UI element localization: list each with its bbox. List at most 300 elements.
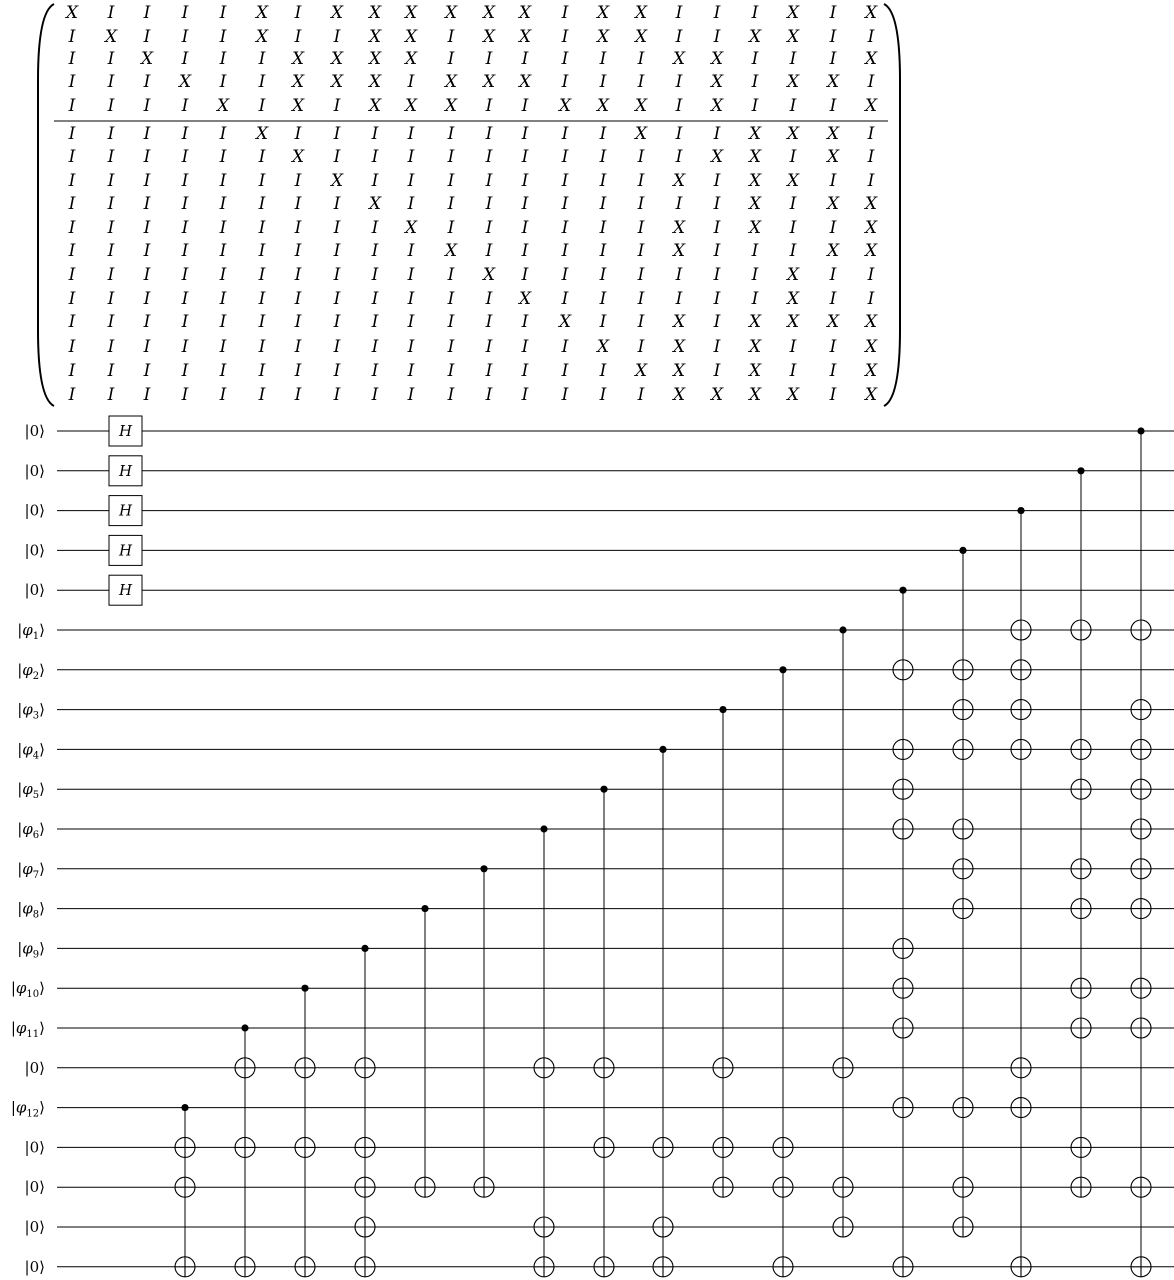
matrix-bottom-cell-r9-c21: X bbox=[864, 337, 878, 357]
matrix-bottom-cell-r5-c4: I bbox=[219, 241, 227, 261]
target-oplus bbox=[1071, 779, 1091, 799]
matrix-bottom-cell-r8-c9: I bbox=[407, 312, 415, 332]
matrix-bottom-cell-r4-c9: X bbox=[404, 218, 418, 238]
matrix-bottom-cell-r0-c6: I bbox=[294, 124, 302, 144]
matrix-bottom-cell-r11-c7: I bbox=[333, 385, 341, 405]
matrix-top-cell-r1-c2: I bbox=[143, 27, 151, 47]
matrix-top-cell-r1-c7: I bbox=[333, 27, 341, 47]
matrix-bottom-cell-r7-c1: I bbox=[107, 289, 115, 309]
matrix-bottom-cell-r11-c0: I bbox=[68, 385, 76, 405]
matrix-bottom-cell-r9-c5: I bbox=[258, 337, 266, 357]
matrix-top-cell-r2-c11: I bbox=[485, 49, 493, 69]
cnot-gate-6 bbox=[534, 825, 554, 1276]
matrix-bottom-cell-r4-c13: I bbox=[561, 218, 569, 238]
target-oplus bbox=[175, 1257, 195, 1277]
matrix-top-cell-r3-c21: I bbox=[867, 72, 875, 92]
matrix-bottom-cell-r8-c18: X bbox=[748, 312, 762, 332]
matrix-top-cell-r2-c9: X bbox=[404, 49, 418, 69]
matrix-bottom-cell-r8-c20: X bbox=[826, 312, 840, 332]
control-dot bbox=[899, 587, 906, 594]
matrix-bottom-cell-r5-c17: I bbox=[713, 241, 721, 261]
matrix-bottom-cell-r7-c18: I bbox=[751, 289, 759, 309]
matrix-top-cell-r3-c13: I bbox=[561, 72, 569, 92]
matrix-top-cell-r2-c19: I bbox=[789, 49, 797, 69]
matrix-bottom-cell-r8-c5: I bbox=[258, 312, 266, 332]
matrix-bottom-cell-r2-c3: I bbox=[181, 171, 189, 191]
matrix-bottom-cell-r11-c15: I bbox=[637, 385, 645, 405]
matrix-bottom-cell-r2-c10: I bbox=[447, 171, 455, 191]
svg-text:H: H bbox=[118, 541, 133, 560]
matrix-bottom-cell-r8-c4: I bbox=[219, 312, 227, 332]
matrix-top-cell-r4-c16: I bbox=[675, 96, 683, 116]
cnot-gate-14 bbox=[1011, 507, 1031, 1277]
target-oplus bbox=[235, 1137, 255, 1157]
matrix-bottom-cell-r11-c18: X bbox=[748, 385, 762, 405]
target-oplus bbox=[773, 1137, 793, 1157]
matrix-bottom-cell-r3-c19: I bbox=[789, 194, 797, 214]
svg-text:H: H bbox=[118, 581, 133, 600]
matrix-bottom-cell-r9-c1: I bbox=[107, 337, 115, 357]
control-dot bbox=[361, 945, 368, 952]
wire-label-10: $|\varphi_6⟩$ bbox=[17, 820, 45, 841]
matrix-bottom-cell-r3-c12: I bbox=[521, 194, 529, 214]
matrix-bottom-cell-r6-c6: I bbox=[294, 265, 302, 285]
matrix-bottom-cell-r3-c15: I bbox=[637, 194, 645, 214]
target-oplus bbox=[1131, 859, 1151, 879]
target-oplus bbox=[1011, 739, 1031, 759]
target-oplus bbox=[953, 660, 973, 680]
matrix-bottom-cell-r8-c8: I bbox=[371, 312, 379, 332]
matrix-top-cell-r1-c8: X bbox=[368, 27, 382, 47]
matrix-bottom-cell-r7-c17: I bbox=[713, 289, 721, 309]
matrix-bottom-cell-r9-c11: I bbox=[485, 337, 493, 357]
matrix-bottom-cell-r1-c9: I bbox=[407, 147, 415, 167]
target-oplus bbox=[953, 700, 973, 720]
control-dot bbox=[421, 905, 428, 912]
matrix-bottom-cell-r3-c5: I bbox=[258, 194, 266, 214]
matrix-top-cell-r1-c4: I bbox=[219, 27, 227, 47]
control-dot bbox=[600, 786, 607, 793]
target-oplus bbox=[295, 1058, 315, 1078]
matrix-bottom-cell-r7-c20: I bbox=[829, 289, 837, 309]
matrix-bottom-cell-r0-c13: I bbox=[561, 124, 569, 144]
matrix-bottom-cell-r2-c8: I bbox=[371, 171, 379, 191]
matrix-top-cell-r2-c2: X bbox=[140, 49, 154, 69]
matrix-top-cell-r2-c8: X bbox=[368, 49, 382, 69]
matrix-bottom-cell-r9-c17: I bbox=[713, 337, 721, 357]
matrix-top-cell-r4-c8: X bbox=[368, 96, 382, 116]
target-oplus bbox=[355, 1177, 375, 1197]
matrix-bottom-cell-r2-c21: I bbox=[867, 171, 875, 191]
matrix-top-cell-r3-c9: I bbox=[407, 72, 415, 92]
matrix-top-cell-r3-c16: I bbox=[675, 72, 683, 92]
hadamard-gate-2 bbox=[109, 496, 142, 526]
matrix-bottom-cell-r5-c18: I bbox=[751, 241, 759, 261]
target-oplus bbox=[1071, 1137, 1091, 1157]
target-oplus bbox=[1011, 700, 1031, 720]
matrix-top-cell-r2-c17: X bbox=[710, 49, 724, 69]
matrix-top-cell-r2-c13: I bbox=[561, 49, 569, 69]
target-oplus bbox=[953, 1217, 973, 1237]
matrix-top-cell-r3-c12: X bbox=[518, 72, 532, 92]
matrix-bottom-cell-r1-c14: I bbox=[599, 147, 607, 167]
matrix-bottom-cell-r4-c10: I bbox=[447, 218, 455, 238]
matrix-bottom-cell-r6-c20: I bbox=[829, 265, 837, 285]
matrix-top-cell-r4-c9: X bbox=[404, 96, 418, 116]
matrix-bottom-cell-r7-c12: X bbox=[518, 289, 532, 309]
wire-label-21: |0⟩ bbox=[24, 1257, 45, 1276]
matrix-top-cell-r2-c10: I bbox=[447, 49, 455, 69]
matrix-bottom-cell-r7-c11: I bbox=[485, 289, 493, 309]
matrix-bottom-cell-r11-c17: X bbox=[710, 385, 724, 405]
wire-label-2: |0⟩ bbox=[24, 501, 45, 520]
matrix-bottom-cell-r3-c17: I bbox=[713, 194, 721, 214]
matrix-bottom-cell-r7-c8: I bbox=[371, 289, 379, 309]
matrix-bottom-cell-r0-c15: X bbox=[634, 124, 648, 144]
target-oplus bbox=[594, 1257, 614, 1277]
matrix-bottom-cell-r4-c19: I bbox=[789, 218, 797, 238]
matrix-top-cell-r1-c14: X bbox=[596, 27, 610, 47]
matrix-top-cell-r3-c18: I bbox=[751, 72, 759, 92]
matrix-top-cell-r0-c8: X bbox=[368, 3, 382, 23]
cnot-gate-8 bbox=[653, 746, 673, 1277]
target-oplus bbox=[1131, 978, 1151, 998]
matrix-bottom-cell-r4-c3: I bbox=[181, 218, 189, 238]
matrix-bottom-cell-r3-c8: X bbox=[368, 194, 382, 214]
matrix-bottom-cell-r2-c20: I bbox=[829, 171, 837, 191]
matrix-bottom-cell-r1-c4: I bbox=[219, 147, 227, 167]
matrix-bottom-cell-r9-c7: I bbox=[333, 337, 341, 357]
matrix-bottom-cell-r4-c18: X bbox=[748, 218, 762, 238]
target-oplus bbox=[1071, 739, 1091, 759]
target-oplus bbox=[953, 859, 973, 879]
matrix-bottom-cell-r3-c7: I bbox=[333, 194, 341, 214]
matrix-bottom-cell-r5-c16: X bbox=[672, 241, 686, 261]
target-oplus bbox=[1011, 1098, 1031, 1118]
matrix-top-cell-r1-c9: X bbox=[404, 27, 418, 47]
target-oplus bbox=[534, 1058, 554, 1078]
matrix-bottom-cell-r9-c3: I bbox=[181, 337, 189, 357]
hadamard-gate-1 bbox=[109, 456, 142, 486]
matrix-bottom-cell-r4-c5: I bbox=[258, 218, 266, 238]
matrix-bottom-cell-r9-c6: I bbox=[294, 337, 302, 357]
matrix-bottom-cell-r3-c20: X bbox=[826, 194, 840, 214]
matrix-bottom-cell-r9-c8: I bbox=[371, 337, 379, 357]
target-oplus bbox=[235, 1257, 255, 1277]
cnot-gate-15 bbox=[1071, 467, 1091, 1197]
matrix-bottom-cell-r1-c15: I bbox=[637, 147, 645, 167]
cnot-gate-1 bbox=[235, 1024, 255, 1276]
matrix-bottom-cell-r8-c16: X bbox=[672, 312, 686, 332]
svg-text:H: H bbox=[118, 422, 133, 440]
cnot-gate-7 bbox=[594, 786, 614, 1277]
matrix-top-cell-r4-c18: I bbox=[751, 96, 759, 116]
matrix-top-cell-r0-c13: I bbox=[561, 3, 569, 23]
matrix-bottom-cell-r2-c13: I bbox=[561, 171, 569, 191]
target-oplus bbox=[175, 1137, 195, 1157]
matrix-top-cell-r1-c12: X bbox=[518, 27, 532, 47]
wire-label-8: $|\varphi_4⟩$ bbox=[17, 740, 45, 762]
target-oplus bbox=[953, 819, 973, 839]
matrix-bottom-cell-r4-c12: I bbox=[521, 218, 529, 238]
matrix-top-cell-r4-c21: X bbox=[864, 96, 878, 116]
matrix-top-cell-r2-c14: I bbox=[599, 49, 607, 69]
matrix-bottom-cell-r0-c4: I bbox=[219, 124, 227, 144]
matrix-bottom-cell-r10-c9: I bbox=[407, 361, 415, 381]
matrix-bottom-cell-r9-c2: I bbox=[143, 337, 151, 357]
control-dot bbox=[241, 1024, 248, 1031]
matrix-top-cell-r0-c5: X bbox=[255, 3, 269, 23]
cnot-gates bbox=[175, 427, 1151, 1276]
matrix-top-cell-r4-c4: X bbox=[216, 96, 230, 116]
matrix-bottom-cell-r0-c9: I bbox=[407, 124, 415, 144]
target-oplus bbox=[594, 1137, 614, 1157]
matrix-bottom-cell-r4-c21: X bbox=[864, 218, 878, 238]
matrix-bottom-cell-r10-c12: I bbox=[521, 361, 529, 381]
matrix-bottom-cell-r7-c6: I bbox=[294, 289, 302, 309]
target-oplus bbox=[713, 1058, 733, 1078]
matrix-bottom-cell-r2-c16: X bbox=[672, 171, 686, 191]
control-dot bbox=[181, 1104, 188, 1111]
matrix-top-cell-r4-c2: I bbox=[143, 96, 151, 116]
target-oplus bbox=[594, 1058, 614, 1078]
target-oplus bbox=[534, 1217, 554, 1237]
matrix-bottom-cell-r3-c14: I bbox=[599, 194, 607, 214]
target-oplus bbox=[1071, 620, 1091, 640]
matrix-top-cell-r1-c18: X bbox=[748, 27, 762, 47]
matrix-top-cell-r3-c3: X bbox=[178, 72, 192, 92]
matrix-bottom-cell-r8-c11: I bbox=[485, 312, 493, 332]
matrix-bottom-cell-r6-c13: I bbox=[561, 265, 569, 285]
matrix-bottom-cell-r7-c21: I bbox=[867, 289, 875, 309]
target-oplus bbox=[355, 1137, 375, 1157]
matrix-bottom-cell-r7-c5: I bbox=[258, 289, 266, 309]
matrix-bottom-cell-r4-c17: I bbox=[713, 218, 721, 238]
target-oplus bbox=[474, 1177, 494, 1197]
matrix-bottom-cell-r10-c3: I bbox=[181, 361, 189, 381]
matrix-bottom-cell-r4-c8: I bbox=[371, 218, 379, 238]
cnot-gate-13 bbox=[953, 547, 973, 1237]
matrix-top-cell-r3-c6: X bbox=[291, 72, 305, 92]
matrix-top-cell-r3-c17: X bbox=[710, 72, 724, 92]
matrix-top-cell-r4-c14: X bbox=[596, 96, 610, 116]
matrix-top-cell-r4-c10: X bbox=[444, 96, 458, 116]
matrix-bottom-cell-r10-c10: I bbox=[447, 361, 455, 381]
matrix-top-cell-r3-c1: I bbox=[107, 72, 115, 92]
matrix-bottom-cell-r2-c18: X bbox=[748, 171, 762, 191]
matrix-bottom-cell-r4-c2: I bbox=[143, 218, 151, 238]
matrix-bottom-cell-r5-c20: X bbox=[826, 241, 840, 261]
matrix-top-cell-r4-c7: I bbox=[333, 96, 341, 116]
matrix-bottom-cell-r0-c1: I bbox=[107, 124, 115, 144]
matrix-bottom-cell-r7-c2: I bbox=[143, 289, 151, 309]
matrix-top-cell-r0-c15: X bbox=[634, 3, 648, 23]
matrix-bottom-cell-r11-c4: I bbox=[219, 385, 227, 405]
matrix-bottom-cell-r3-c9: I bbox=[407, 194, 415, 214]
matrix-bottom-cell-r2-c2: I bbox=[143, 171, 151, 191]
matrix-bottom-cell-r11-c12: I bbox=[521, 385, 529, 405]
target-oplus bbox=[773, 1257, 793, 1277]
target-oplus bbox=[833, 1177, 853, 1197]
target-oplus bbox=[1131, 739, 1151, 759]
target-oplus bbox=[833, 1217, 853, 1237]
matrix-bottom-cell-r1-c6: X bbox=[291, 147, 305, 167]
hadamard-gate-4 bbox=[109, 575, 142, 605]
matrix-bottom-cell-r6-c7: I bbox=[333, 265, 341, 285]
matrix-top-cell-r1-c3: I bbox=[181, 27, 189, 47]
matrix-bottom-cell-r2-c0: I bbox=[68, 171, 76, 191]
matrix-bottom-cell-r7-c16: I bbox=[675, 289, 683, 309]
matrix-bottom-cell-r11-c1: I bbox=[107, 385, 115, 405]
target-oplus bbox=[1011, 1058, 1031, 1078]
control-dot bbox=[839, 626, 846, 633]
matrix-bottom-cell-r0-c8: I bbox=[371, 124, 379, 144]
hadamard-gates bbox=[109, 416, 142, 605]
matrix-top-cell-r4-c11: I bbox=[485, 96, 493, 116]
matrix-bottom-cell-r8-c13: X bbox=[558, 312, 572, 332]
matrix-bottom-cell-r10-c16: X bbox=[672, 361, 686, 381]
matrix-bottom-cell-r10-c18: X bbox=[748, 361, 762, 381]
matrix-top-cell-r3-c19: X bbox=[786, 72, 800, 92]
matrix-bottom-cell-r6-c4: I bbox=[219, 265, 227, 285]
matrix-top-cell-r0-c3: I bbox=[181, 3, 189, 23]
matrix-bottom-cell-r11-c21: X bbox=[864, 385, 878, 405]
matrix-bottom-cell-r11-c3: I bbox=[181, 385, 189, 405]
control-dot bbox=[540, 825, 547, 832]
matrix-top-cell-r3-c14: I bbox=[599, 72, 607, 92]
matrix-bottom-cell-r2-c15: I bbox=[637, 171, 645, 191]
matrix-bottom-cell-r2-c7: X bbox=[330, 171, 344, 191]
wire-label-20: |0⟩ bbox=[24, 1218, 45, 1236]
matrix-bottom-cell-r9-c18: X bbox=[748, 337, 762, 357]
matrix-bottom-cell-r8-c15: I bbox=[637, 312, 645, 332]
wire-label-11: $|\varphi_7⟩$ bbox=[17, 859, 45, 881]
matrix-bottom-cell-r10-c7: I bbox=[333, 361, 341, 381]
matrix-bottom-cell-r0-c2: I bbox=[143, 124, 151, 144]
matrix-top-cell-r1-c15: X bbox=[634, 27, 648, 47]
matrix-bottom-cell-r8-c10: I bbox=[447, 312, 455, 332]
matrix-bottom-cell-r5-c6: I bbox=[294, 241, 302, 261]
matrix-bottom-cell-r7-c14: I bbox=[599, 289, 607, 309]
matrix-top-cell-r0-c21: X bbox=[864, 3, 878, 23]
matrix-top-cell-r1-c5: X bbox=[255, 27, 269, 47]
target-oplus bbox=[953, 739, 973, 759]
target-oplus bbox=[1011, 1257, 1031, 1277]
matrix-bottom-cell-r6-c18: I bbox=[751, 265, 759, 285]
matrix-bottom-cell-r5-c10: X bbox=[444, 241, 458, 261]
matrix-top-cell-r4-c13: X bbox=[558, 96, 572, 116]
target-oplus bbox=[893, 739, 913, 759]
matrix-top-cell-r0-c18: I bbox=[751, 3, 759, 23]
matrix-bottom-cell-r2-c4: I bbox=[219, 171, 227, 191]
target-oplus bbox=[653, 1217, 673, 1237]
matrix-bottom-cell-r6-c12: I bbox=[521, 265, 529, 285]
matrix-bottom-cell-r6-c17: I bbox=[713, 265, 721, 285]
matrix-bottom-cell-r7-c0: I bbox=[68, 289, 76, 309]
matrix-top-cell-r3-c10: X bbox=[444, 72, 458, 92]
matrix-bottom-cell-r3-c18: X bbox=[748, 194, 762, 214]
matrix-bottom-cell-r10-c19: I bbox=[789, 361, 797, 381]
matrix-bottom-cell-r1-c11: I bbox=[485, 147, 493, 167]
matrix-bottom-cell-r1-c18: X bbox=[748, 147, 762, 167]
matrix-bottom-cell-r10-c8: I bbox=[371, 361, 379, 381]
matrix-top-cell-r4-c17: X bbox=[710, 96, 724, 116]
wire-label-16: |0⟩ bbox=[24, 1058, 45, 1077]
matrix-bottom-cell-r8-c2: I bbox=[143, 312, 151, 332]
matrix-bottom-cell-r1-c7: I bbox=[333, 147, 341, 167]
target-oplus bbox=[1071, 1177, 1091, 1197]
control-dot bbox=[1077, 467, 1084, 474]
matrix-bottom-cell-r9-c15: I bbox=[637, 337, 645, 357]
matrix-bottom-cell-r9-c9: I bbox=[407, 337, 415, 357]
matrix-bottom-cell-r11-c11: I bbox=[485, 385, 493, 405]
matrix-bottom-cell-r5-c15: I bbox=[637, 241, 645, 261]
matrix-bottom-cell-r5-c11: I bbox=[485, 241, 493, 261]
matrix-top-cell-r0-c17: I bbox=[713, 3, 721, 23]
matrix-bottom-cell-r1-c12: I bbox=[521, 147, 529, 167]
matrix-top-cell-r0-c14: X bbox=[596, 3, 610, 23]
matrix-bottom-cell-r1-c16: I bbox=[675, 147, 683, 167]
target-oplus bbox=[1131, 1257, 1151, 1277]
svg-text:H: H bbox=[118, 501, 133, 520]
matrix-bottom-cell-r2-c1: I bbox=[107, 171, 115, 191]
wire-labels bbox=[11, 422, 45, 1276]
target-oplus bbox=[534, 1257, 554, 1277]
target-oplus bbox=[953, 899, 973, 919]
matrix-top-cell-r4-c0: I bbox=[68, 96, 76, 116]
wire-label-1: |0⟩ bbox=[24, 461, 45, 480]
target-oplus bbox=[893, 819, 913, 839]
target-oplus bbox=[295, 1257, 315, 1277]
matrix-bottom-cell-r0-c11: I bbox=[485, 124, 493, 144]
matrix-bottom-cell-r6-c21: I bbox=[867, 265, 875, 285]
matrix-bottom-cell-r5-c7: I bbox=[333, 241, 341, 261]
target-oplus bbox=[653, 1257, 673, 1277]
svg-text:H: H bbox=[118, 461, 133, 480]
target-oplus bbox=[893, 1018, 913, 1038]
matrix-bottom-cell-r5-c2: I bbox=[143, 241, 151, 261]
target-oplus bbox=[1131, 620, 1151, 640]
matrix-bottom-cell-r8-c14: I bbox=[599, 312, 607, 332]
wire-label-17: $|\varphi_{12}⟩$ bbox=[10, 1098, 45, 1120]
wire-label-3: |0⟩ bbox=[24, 541, 45, 560]
matrix-bottom-cell-r2-c5: I bbox=[258, 171, 266, 191]
matrix-bottom-cell-r3-c6: I bbox=[294, 194, 302, 214]
matrix-top-cell-r4-c6: X bbox=[291, 96, 305, 116]
matrix-bottom-cell-r0-c12: I bbox=[521, 124, 529, 144]
matrix-bottom-cell-r3-c4: I bbox=[219, 194, 227, 214]
wire-label-14: $|\varphi_{10}⟩$ bbox=[10, 979, 45, 1001]
target-oplus bbox=[713, 1137, 733, 1157]
matrix-top-cell-r4-c20: I bbox=[829, 96, 837, 116]
target-oplus bbox=[953, 1098, 973, 1118]
matrix-bottom-cell-r5-c0: I bbox=[68, 241, 76, 261]
matrix-bottom-cell-r6-c11: X bbox=[482, 265, 496, 285]
matrix-top-cell-r1-c0: I bbox=[68, 27, 76, 47]
matrix-bottom-cell-r5-c12: I bbox=[521, 241, 529, 261]
cnot-gate-16 bbox=[1131, 427, 1151, 1276]
matrix-bottom-cell-r8-c12: I bbox=[521, 312, 529, 332]
matrix-top-cell-r1-c10: I bbox=[447, 27, 455, 47]
matrix-bottom-cell-r1-c10: I bbox=[447, 147, 455, 167]
matrix-top-cell-r0-c20: I bbox=[829, 3, 837, 23]
target-oplus bbox=[355, 1058, 375, 1078]
matrix-bottom-cell-r0-c20: X bbox=[826, 124, 840, 144]
wire-label-12: $|\varphi_8⟩$ bbox=[17, 899, 45, 921]
matrix-bottom-cell-r10-c13: I bbox=[561, 361, 569, 381]
matrix-top-cell-r1-c13: I bbox=[561, 27, 569, 47]
matrix-bottom-cell-r3-c2: I bbox=[143, 194, 151, 214]
